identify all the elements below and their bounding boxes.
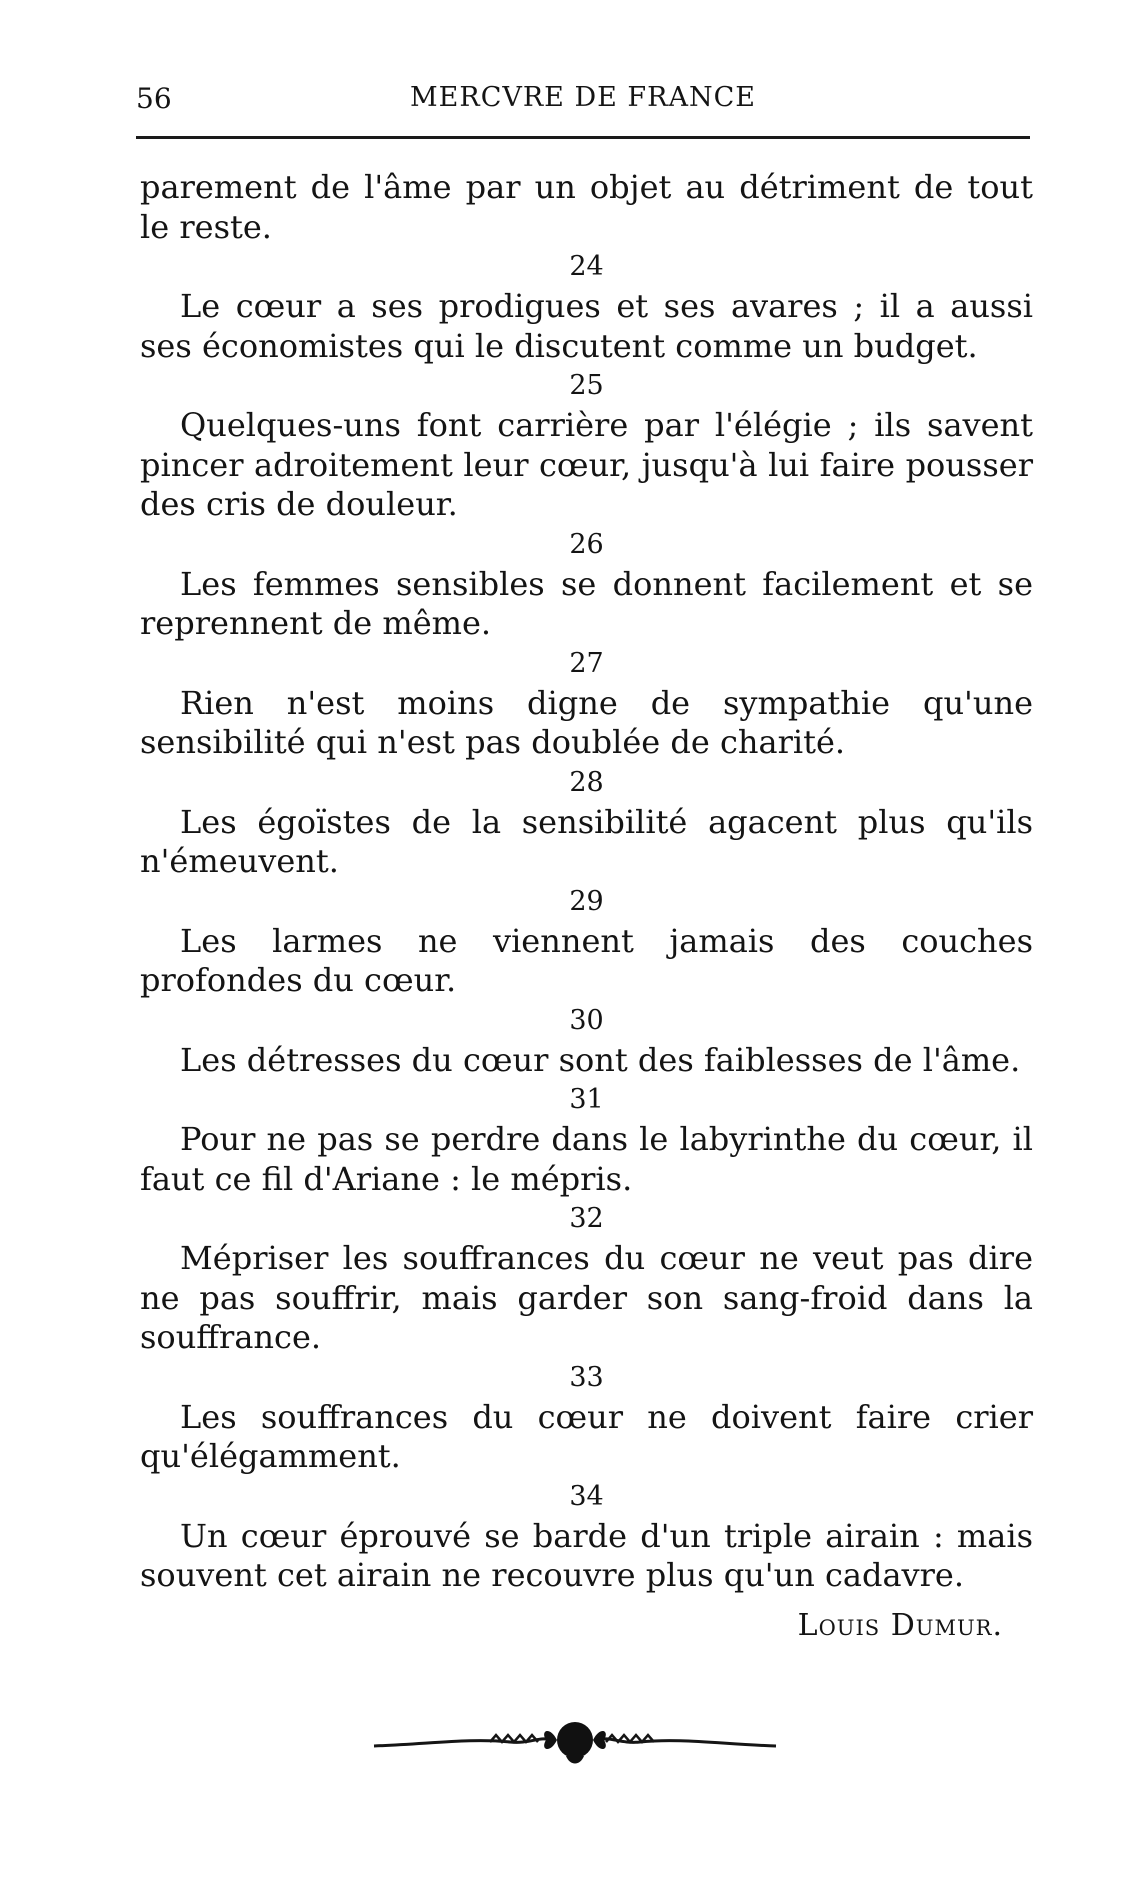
maxim-number: 26 — [569, 528, 604, 560]
maxim-text: Rien n'est moins digne de sympathie qu'une sensibilité qui n'est pas doublée de charité. — [140, 683, 1033, 761]
maxim-text: Le cœur a ses prodigues et ses avares ; il a aussi ses économistes qui le discutent comme un budget. — [140, 287, 1033, 365]
maxim-number: 24 — [569, 251, 604, 282]
page-number: 56 — [136, 82, 172, 115]
maxim-text: Les détresses du cœur sont des faiblesses de l'âme. — [180, 1040, 1021, 1079]
maxim-text: Un cœur éprouvé se barde d'un triple airain : mais souvent cet airain ne recouvre plus qu'un cadavre. — [140, 1516, 1033, 1594]
author-signature: Louis Dumur. — [797, 1607, 1003, 1643]
maxim-text: Les femmes sensibles se donnent facilement et se reprennent de même. — [140, 564, 1033, 642]
maxims-text — [140, 168, 1033, 1646]
running-head — [136, 82, 1030, 126]
maxim-text: Les égoïstes de la sensibilité agacent plus qu'ils n'émeuvent. — [140, 802, 1033, 880]
floral-tailpiece-ornament-icon — [370, 1712, 780, 1768]
header-rule — [136, 136, 1030, 139]
maxim-text: Pour ne pas se perdre dans le labyrinthe du cœur, il faut ce fil d'Ariane : le mépris. — [140, 1120, 1033, 1198]
maxim-number: 28 — [569, 766, 604, 798]
maxim-number: 25 — [569, 370, 604, 401]
maxim-text: Les souffrances du cœur ne doivent faire crier qu'élégamment. — [140, 1397, 1033, 1475]
maxim-number: 30 — [569, 1004, 604, 1036]
journal-title: MERCVRE DE FRANCE — [410, 82, 756, 113]
maxim-number: 31 — [569, 1084, 604, 1115]
maxim-number: 34 — [569, 1480, 604, 1512]
maxim-number: 33 — [569, 1361, 604, 1393]
maxim-number: 29 — [569, 885, 604, 917]
maxim-number: 32 — [569, 1203, 604, 1234]
maxim-text: Quelques-uns font carrière par l'élégie ; ils savent pincer adroitement leur cœur, jusqu'à lui faire pousser des cris de douleur. — [140, 406, 1033, 523]
continuation-paragraph: parement de l'âme par un objet au détriment de tout le reste. — [140, 168, 1033, 246]
maxim-number: 27 — [569, 647, 604, 679]
maxim-text: Mépriser les souffrances du cœur ne veut pas dire ne pas souffrir, mais garder son sang-froid dans la souffrance. — [140, 1239, 1033, 1356]
maxim-text: Les larmes ne viennent jamais des couches profondes du cœur. — [140, 921, 1033, 999]
